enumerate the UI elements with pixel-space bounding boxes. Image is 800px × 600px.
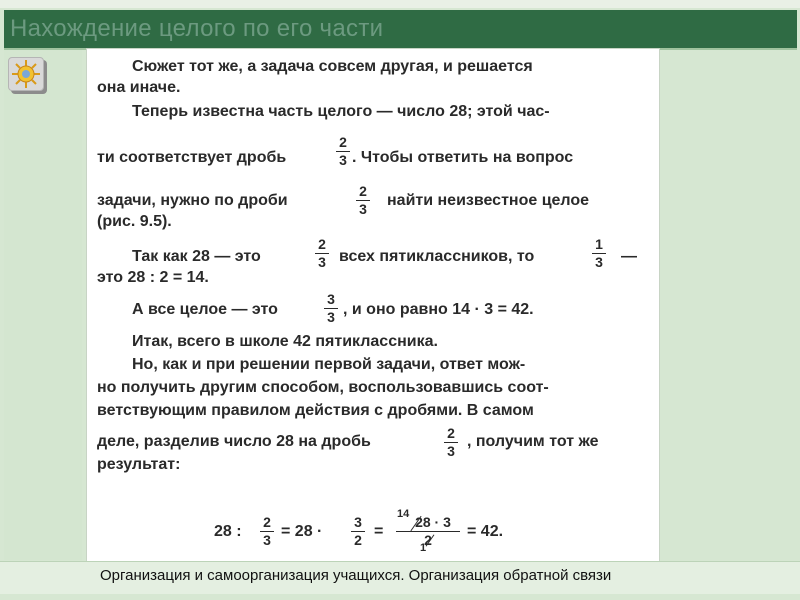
equation-part: = xyxy=(374,523,384,540)
fraction-denominator: 3 xyxy=(263,532,271,548)
text-line: всех пятиклассников, то xyxy=(339,248,535,265)
text-line: Так как 28 — это xyxy=(132,248,261,265)
text-line: деле, разделив число 28 на дробь xyxy=(97,433,371,450)
fraction-three-thirds xyxy=(324,292,338,325)
fraction-numerator: 2 xyxy=(447,425,455,441)
equation-part: 28 : xyxy=(214,523,242,540)
fraction-denominator: 3 xyxy=(327,309,335,325)
text-line: Итак, всего в школе 42 пятиклассника. xyxy=(132,333,438,350)
fraction-denominator: 2 xyxy=(354,532,362,548)
fraction-numerator: 2 xyxy=(359,183,367,199)
fraction-denominator: 3 xyxy=(318,254,326,270)
sun-emblem-icon[interactable] xyxy=(8,57,44,91)
text-line: (рис. 9.5). xyxy=(97,213,172,230)
fraction-three-halves xyxy=(351,515,365,548)
title-bar xyxy=(4,10,797,50)
text-line: , получим тот же xyxy=(467,433,599,450)
fraction-two-thirds xyxy=(356,184,370,217)
fraction-two-thirds xyxy=(260,515,274,548)
text-line: Сюжет тот же, а задача совсем другая, и решается xyxy=(132,58,533,75)
cancel-factor: 14 xyxy=(397,508,410,520)
text-line: задачи, нужно по дроби xyxy=(97,192,288,209)
cancel-factor: 1 xyxy=(420,542,427,554)
footer-caption: Организация и самоорганизация учащихся. Организация обратной связи xyxy=(100,567,612,584)
equation-part: = 42. xyxy=(467,523,504,540)
fraction-numerator: 1 xyxy=(595,236,603,252)
fraction-denominator: 3 xyxy=(595,254,603,270)
fraction-two-thirds xyxy=(315,237,329,270)
textbook-page xyxy=(86,48,660,563)
slide-title: Нахождение целого по его части xyxy=(10,15,384,42)
text-line: ветствующим правилом действия с дробями. В самом xyxy=(97,402,534,419)
fraction-two-thirds xyxy=(336,135,350,168)
fraction-numerator: 3 xyxy=(354,514,362,530)
fraction-numerator: 2 xyxy=(339,134,347,150)
sun-emblem-graphic xyxy=(11,59,41,89)
fraction-denominator: 3 xyxy=(447,443,455,459)
top-strip xyxy=(0,0,800,8)
left-column xyxy=(4,50,82,560)
fraction-numerator: 2 xyxy=(318,236,326,252)
text-line: Теперь известна часть целого — число 28; этой час- xyxy=(132,103,550,120)
text-line: это 28 : 2 = 14. xyxy=(97,269,209,286)
text-line: . Чтобы ответить на вопрос xyxy=(352,149,574,166)
fraction-denominator: 3 xyxy=(359,201,367,217)
equation-part: = 28 · xyxy=(281,523,323,540)
text-line: , и оно равно 14 · 3 = 42. xyxy=(343,301,534,318)
text-line: ти соответствует дробь xyxy=(97,149,287,166)
text-line: найти неизвестное целое xyxy=(387,192,590,209)
fraction-numerator: 2 xyxy=(263,514,271,530)
fraction-denominator: 3 xyxy=(339,152,347,168)
fraction-one-third xyxy=(592,237,606,270)
text-line: она иначе. xyxy=(97,79,181,96)
text-line: но получить другим способом, воспользовавшись соот- xyxy=(97,379,549,396)
text-line: — xyxy=(621,248,637,265)
fraction-denominator: 2 xyxy=(424,532,432,548)
fraction-numerator: 3 xyxy=(327,291,335,307)
text-line: А все целое — это xyxy=(132,301,278,318)
fraction-two-thirds xyxy=(444,426,458,459)
text-line: результат: xyxy=(97,456,181,473)
text-line: Но, как и при решении первой задачи, ответ мож- xyxy=(132,356,526,373)
fraction-numerator: 28 · 3 xyxy=(415,514,451,530)
